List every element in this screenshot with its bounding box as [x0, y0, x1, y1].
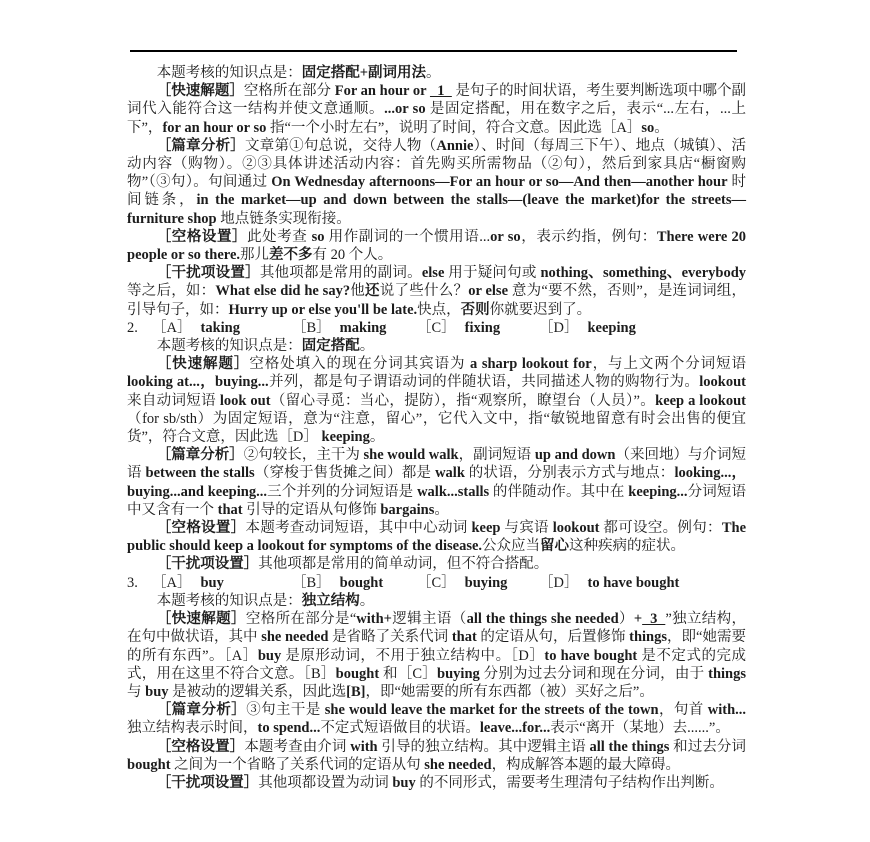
paragraph-5 — [127, 264, 746, 319]
text-segment: ［快速解题］ — [156, 611, 246, 628]
text-segment: so — [641, 119, 655, 136]
text-segment: ［干扰项设置］ — [156, 556, 259, 573]
text-segment: （穿梭于售货摊之间）都是 — [254, 465, 436, 482]
text-segment: ［空格设置］ — [156, 228, 248, 245]
text-segment: 空格所在部分 — [243, 83, 335, 100]
text-segment: 差不多 — [269, 247, 313, 264]
text-segment: ［干扰项设置］ — [156, 265, 260, 282]
text-segment: 其他项都是常用的简单动词，但不符合搭配。 — [258, 556, 549, 573]
text-segment: ［干扰项设置］ — [156, 774, 259, 791]
text-segment: with+ — [356, 611, 392, 628]
text-segment: 其他项都设置为动词 — [258, 774, 393, 791]
text-segment: 之间为一个省略了关系代词的定语从句 — [170, 756, 425, 773]
text-segment: 的不同形式，需要考生理清句子结构作出判断。 — [415, 774, 724, 791]
text-segment: 那儿 — [240, 247, 270, 264]
text-segment: 是句子的时间状语，考生要判断选项中哪个副词代入能符合这一结构并使文意通顺。 — [127, 83, 747, 118]
question-number: 3. — [127, 574, 138, 591]
option-label: ［D］ — [539, 319, 579, 336]
text-segment: lookout — [552, 520, 600, 537]
text-segment: things — [708, 665, 747, 682]
paragraph-15 — [127, 701, 746, 737]
text-segment: 本题考核的知识点是： — [156, 65, 302, 81]
text-segment: 。 — [425, 65, 441, 81]
option-label: ［C］ — [417, 319, 456, 336]
text-segment: buy — [392, 774, 416, 791]
text-segment: 的状语，分别表示方式与地点： — [464, 465, 675, 482]
text-segment: 和［C］ — [379, 665, 438, 682]
option-c — [417, 574, 539, 592]
paragraph-7 — [127, 337, 746, 355]
text-segment: looking at...，buying... — [127, 374, 269, 391]
option-text: making — [339, 319, 387, 336]
text-segment: （来回地）与介词短语 — [127, 447, 747, 482]
text-segment: 用于疑问句或 — [444, 265, 541, 282]
text-segment: 。 — [654, 119, 669, 136]
text-segment: 三个并列的分词短语是 — [266, 483, 418, 500]
paragraph-13 — [127, 592, 746, 610]
text-segment: 3 — [642, 611, 666, 628]
text-segment: 还 — [365, 283, 380, 300]
paragraph-9 — [127, 446, 746, 519]
text-segment: 。 — [434, 501, 449, 518]
paragraph-14 — [127, 610, 746, 701]
text-segment: （for sb/sth）为固定短语，意为“注意，留心”，它代入文中，指“敏锐地留意有时会出售的便宜货”，符合文意，因此选［D］ — [127, 410, 746, 446]
text-segment: 时间链条， — [127, 174, 746, 209]
text-segment: 是省略了关系代词 — [328, 629, 452, 646]
paragraph-8 — [127, 355, 746, 446]
option-text: bought — [339, 574, 384, 591]
text-segment: 来自动词短语 — [127, 392, 220, 409]
text-segment: ...or so — [384, 101, 426, 118]
text-segment: buy — [145, 683, 169, 700]
text-segment: ［空格设置］ — [156, 738, 245, 755]
text-segment: 独立结构 — [301, 592, 360, 609]
text-segment: 文章第①句总说，交待人物（ — [245, 137, 437, 154]
text-segment: 空格处填入的现在分词其宾语为 — [249, 356, 471, 373]
text-segment: 分别为过去分词和现在分词，由于 — [479, 665, 709, 682]
text-segment: so — [311, 228, 325, 245]
option-text: to have bought — [587, 574, 680, 591]
text-segment: buying — [437, 665, 480, 682]
text-segment: buy — [257, 647, 282, 664]
text-segment: else — [421, 265, 445, 282]
text-segment: to spend... — [257, 720, 321, 737]
text-segment: 1 — [429, 83, 452, 100]
text-segment: ”独立结构，在句中做状语，其中 — [127, 611, 747, 646]
text-segment: or else — [468, 283, 509, 300]
text-segment: 否则 — [460, 301, 490, 318]
option-label: ［B］ — [292, 319, 331, 336]
text-segment: ②句较长，主干为 — [243, 447, 364, 464]
text-segment: that — [451, 629, 477, 646]
question-options-row — [127, 574, 746, 592]
text-segment: 本题考查由介词 — [244, 738, 351, 755]
text-segment: There were 20 people or so there. — [127, 228, 747, 264]
paragraph-4 — [127, 228, 746, 264]
text-segment: walk — [435, 465, 465, 482]
paragraph-1 — [127, 64, 746, 82]
option-b — [292, 319, 417, 337]
paragraph-10 — [127, 519, 746, 555]
text-segment: ，句首 — [658, 702, 708, 719]
text-segment: ，与上文两个分词短语 — [591, 356, 747, 373]
option-text: buying — [464, 574, 508, 591]
text-segment: ［快速解题］ — [156, 356, 250, 373]
text-segment: 是固定搭配，用在数字之后，表示“...左右，...上下”， — [127, 101, 747, 136]
text-segment: keep — [471, 520, 501, 537]
text-segment: ） — [618, 611, 634, 628]
text-segment: 本题考核的知识点是： — [156, 592, 302, 609]
option-c — [417, 319, 539, 337]
text-segment: she would leave the market for the streets of the town — [324, 702, 659, 719]
text-segment: look out — [219, 392, 271, 409]
option-d — [539, 319, 636, 337]
paragraph-2 — [127, 82, 746, 137]
text-segment: ，副词短语 — [458, 447, 535, 464]
text-segment: 。 — [369, 429, 385, 446]
text-segment: ，即“她需要的所有东西都（被）买好之后”。 — [365, 683, 654, 700]
text-segment: 你就要迟到了。 — [489, 301, 592, 318]
text-segment: all the things she needed — [466, 611, 619, 628]
paragraph-17 — [127, 774, 746, 792]
text-segment: things — [629, 629, 668, 646]
text-segment: up and down — [534, 447, 616, 464]
option-b — [292, 574, 417, 592]
text-segment: with — [350, 738, 378, 755]
text-segment: 有 20 个人。 — [312, 247, 393, 264]
text-segment: What else did he say? — [215, 283, 351, 300]
text-segment: 和过去分词 — [669, 738, 747, 755]
text-segment: 表示“离开（某地）去......”。 — [550, 720, 730, 737]
text-segment: 留心 — [540, 538, 570, 555]
text-segment: 并列，都是句子谓语动词的伴随状语，共同描述人物的购物行为。 — [268, 374, 700, 391]
text-segment: nothing、something、everybody — [540, 265, 747, 282]
text-segment: 公众应当 — [482, 538, 541, 555]
text-segment: 本题考查动词短语，其中中心动词 — [245, 520, 472, 537]
text-segment: 独立结构表示时间， — [127, 720, 258, 737]
question-options-row — [127, 319, 746, 337]
text-segment: between the stalls — [145, 465, 255, 482]
text-segment: 空格所在部分是“ — [245, 611, 357, 628]
text-segment: ［快速解题］ — [156, 83, 244, 100]
text-segment: she needed — [261, 629, 329, 646]
text-segment: For an hour or — [334, 83, 430, 100]
text-segment: bargains — [380, 501, 435, 518]
text-segment: 等之后，如： — [127, 283, 216, 300]
option-text: keeping — [587, 319, 636, 336]
text-segment: keeping — [321, 429, 370, 446]
text-segment: 的定语从句，后置修饰 — [476, 629, 630, 646]
text-segment: looking...，buying...and keeping... — [127, 465, 747, 500]
text-segment: 。 — [359, 338, 375, 355]
text-segment: 引导的独立结构。其中逻辑主语 — [377, 738, 590, 755]
option-a — [152, 574, 292, 592]
text-segment: ③句主干是 — [246, 702, 325, 719]
text-segment: for an hour or so — [162, 119, 267, 136]
option-label: ［C］ — [417, 574, 456, 591]
text-segment: 说了些什么？ — [379, 283, 469, 300]
text-segment: 地点链条实现衔接。 — [216, 210, 351, 227]
option-label: ［A］ — [152, 574, 192, 591]
text-segment: 这种疾病的症状。 — [569, 538, 686, 555]
text-segment: lookout — [699, 374, 746, 391]
text-segment: with... — [707, 702, 747, 719]
option-label: ［A］ — [152, 319, 192, 336]
text-segment: 。 — [359, 592, 375, 609]
text-segment: bought — [127, 756, 171, 773]
text-segment: she would walk — [363, 447, 459, 464]
text-segment: ［篇章分析］ — [156, 137, 246, 154]
text-segment: ［篇章分析］ — [156, 702, 247, 719]
text-segment: all the things — [589, 738, 670, 755]
horizontal-rule — [130, 50, 737, 52]
text-segment: + — [633, 611, 643, 628]
text-segment: ）、时间（每周三下午）、地点（城镇）、活动内容（购物）。②③具体讲述活动内容：首先购买所需物品（②句），然后到家具店“橱窗购物”（③句）。句间通过 — [127, 137, 747, 191]
text-segment: 快点， — [417, 301, 461, 318]
text-segment: 的伴随动作。其中在 — [489, 483, 629, 500]
paragraph-16 — [127, 738, 746, 774]
text-segment: 与宾语 — [500, 520, 553, 537]
text-segment: 是被动的逻辑关系，因此选 — [168, 683, 347, 700]
paragraph-11 — [127, 555, 746, 573]
option-label: ［B］ — [292, 574, 331, 591]
option-text: taking — [200, 319, 240, 336]
option-a — [152, 319, 292, 337]
text-segment: to have bought — [544, 647, 638, 664]
option-text: fixing — [464, 319, 501, 336]
text-segment: ，即“她需要的所有东西”。［A］ — [127, 629, 747, 664]
option-label: ［D］ — [539, 574, 579, 591]
text-segment: ［篇章分析］ — [156, 447, 244, 464]
text-segment: 此处考查 — [247, 228, 312, 245]
text-segment: she needed — [424, 756, 492, 773]
text-segment: 固定搭配+副词用法 — [301, 65, 426, 81]
text-segment: 是原形动词，不用于独立结构中。［D］ — [281, 647, 545, 664]
text-segment: 他 — [350, 283, 366, 300]
text-segment: in the market—up and down between the stalls—(leave the market)for the streets—furniture shop — [127, 192, 747, 227]
text-segment: leave...for... — [479, 720, 551, 737]
text-segment: 固定搭配 — [301, 338, 360, 355]
text-segment: [B] — [346, 683, 366, 700]
text-segment: that — [217, 501, 243, 518]
text-segment: 引导的定语从句修饰 — [242, 501, 381, 518]
text-segment: keeping... — [628, 483, 688, 500]
document-body — [127, 64, 746, 792]
text-segment: ［空格设置］ — [156, 520, 246, 537]
text-segment: keep a lookout — [655, 392, 746, 409]
text-segment: 是不定式的完成式，用在这里不符合文意。［B］ — [127, 647, 746, 682]
option-d — [539, 574, 679, 592]
paragraph-3 — [127, 137, 746, 228]
text-segment: 与 — [127, 683, 146, 700]
text-segment: Hurry up or else you'll be late. — [228, 301, 418, 318]
text-segment: On Wednesday afternoons—For an hour or so—And then—another hour — [271, 174, 728, 191]
question-number: 2. — [127, 319, 138, 336]
option-text: buy — [200, 574, 224, 591]
text-segment: ，表示约指，例句： — [520, 228, 657, 245]
text-segment: 用作副词的一个惯用语... — [324, 228, 491, 245]
text-segment: a sharp lookout for — [470, 356, 592, 373]
text-segment: 都可设空。例句： — [599, 520, 722, 537]
text-segment: 指“一个小时左右”，说明了时间，符合文意。因此选［A］ — [266, 119, 642, 136]
text-segment: 逻辑主语（ — [391, 611, 467, 628]
text-segment: 本题考核的知识点是： — [156, 338, 302, 355]
text-segment: 意为“要不然，否则”，是连词词组，引导句子，如： — [127, 283, 746, 318]
text-segment: walk...stalls — [417, 483, 490, 500]
text-segment: 其他项都是常用的副词。 — [259, 265, 422, 282]
text-segment: ，构成解答本题的最大障碍。 — [491, 756, 681, 773]
text-segment: Annie — [436, 137, 474, 154]
text-segment: 不定式短语做目的状语。 — [320, 720, 480, 737]
text-segment: or so — [490, 228, 521, 245]
text-segment: The public should keep a lookout for symptoms of the disease. — [127, 520, 747, 555]
text-segment: 分词短语中又含有一个 — [127, 483, 747, 518]
text-segment: bought — [335, 665, 380, 682]
text-segment: （留心寻觅：当心，提防），指“观察所，瞭望台（人员）”。 — [270, 392, 656, 409]
